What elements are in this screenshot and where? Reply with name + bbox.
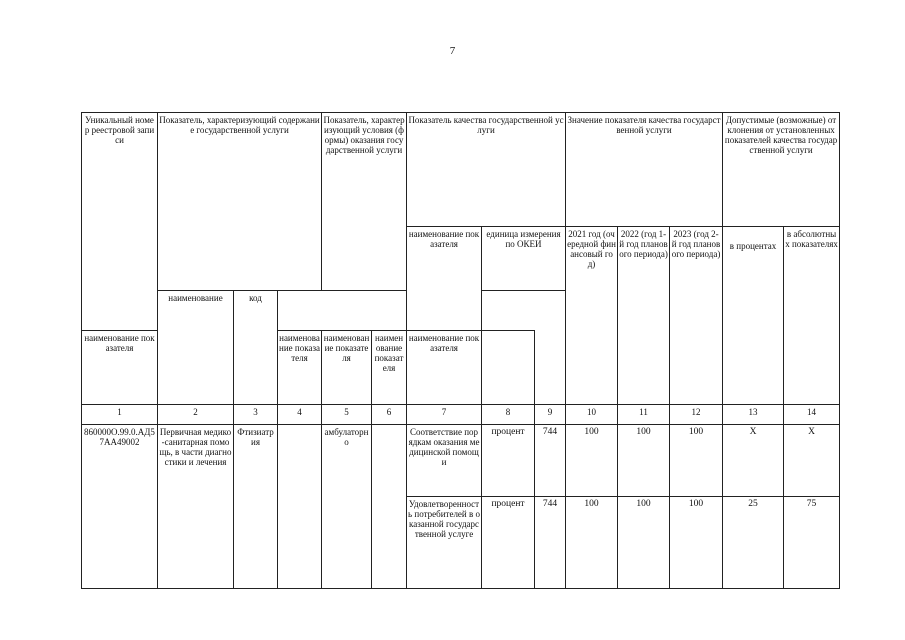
column-number: 2 bbox=[158, 405, 234, 425]
content-indicator-3 bbox=[278, 425, 322, 589]
header-quality-value: Значение показателя качества государственной услуги bbox=[566, 113, 723, 227]
header-sub-name-5: наименование показателя bbox=[372, 331, 407, 405]
column-number: 7 bbox=[407, 405, 482, 425]
header-unique-number: Уникальный номер реестровой записи bbox=[82, 113, 158, 331]
column-number: 13 bbox=[723, 405, 784, 425]
column-number: 14 bbox=[784, 405, 840, 425]
header-content-indicator: Показатель, характеризующий содержание государственной услуги bbox=[158, 113, 322, 291]
quality-code: 744 bbox=[535, 497, 566, 589]
header-sub-name-7 bbox=[482, 331, 535, 405]
quality-value-2021: 100 bbox=[566, 425, 618, 497]
header-sub-name-3: наименование показателя bbox=[322, 331, 372, 405]
header-deviations: Допустимые (возможные) отклонения от установленных показателей качества государственной услуги bbox=[723, 113, 840, 227]
column-number: 4 bbox=[278, 405, 322, 425]
table-row bbox=[82, 425, 840, 497]
deviation-absolute: 75 bbox=[784, 497, 840, 589]
content-indicator-1: Первичная медико-санитарная помощь, в части диагностики и лечения bbox=[158, 425, 234, 589]
content-indicator-2: Фтизиатрия bbox=[234, 425, 278, 589]
column-number: 10 bbox=[566, 405, 618, 425]
quality-value-2021: 100 bbox=[566, 497, 618, 589]
registry-number: 860000О.99.0.АД57АА49002 bbox=[82, 425, 158, 589]
header-okei-name: наименование bbox=[158, 291, 234, 405]
quality-value-2023: 100 bbox=[670, 425, 723, 497]
header-sub-name-6: наименование показателя bbox=[407, 331, 482, 405]
column-number: 9 bbox=[535, 405, 566, 425]
quality-indicators-table bbox=[81, 112, 840, 589]
header-year-2022: 2022 (год 1-й год планового периода) bbox=[618, 227, 670, 405]
condition-indicator-2 bbox=[372, 425, 407, 589]
header-okei-unit: единица измерения по ОКЕИ bbox=[482, 227, 566, 291]
deviation-absolute: Х bbox=[784, 425, 840, 497]
quality-value-2023: 100 bbox=[670, 497, 723, 589]
header-sub-name-2: наименование показателя bbox=[278, 331, 322, 405]
column-number: 8 bbox=[482, 405, 535, 425]
quality-code: 744 bbox=[535, 425, 566, 497]
header-year-2021: 2021 год (очередной финансовый год) bbox=[566, 227, 618, 405]
header-percent: в процентах bbox=[723, 227, 784, 405]
quality-unit: процент bbox=[482, 425, 535, 497]
quality-value-2022: 100 bbox=[618, 425, 670, 497]
quality-indicator-name: Соответствие порядкам оказания медицинской помощи bbox=[407, 425, 482, 497]
header-okei-code: код bbox=[234, 291, 278, 405]
header-quality-indicator: Показатель качества государственной услуги bbox=[407, 113, 566, 227]
header-sub-name-1: наименование показателя bbox=[82, 331, 158, 405]
deviation-percent: 25 bbox=[723, 497, 784, 589]
condition-indicator-1: амбулаторно bbox=[322, 425, 372, 589]
column-number: 12 bbox=[670, 405, 723, 425]
column-number: 11 bbox=[618, 405, 670, 425]
quality-indicator-name: Удовлетворенность потребителей в оказанной государственной услуге bbox=[407, 497, 482, 589]
header-year-2023: 2023 (год 2-й год планового периода) bbox=[670, 227, 723, 405]
header-indicator-name: наименование показателя bbox=[407, 227, 482, 331]
column-number: 3 bbox=[234, 405, 278, 425]
header-conditions-indicator: Показатель, характеризующий условия (формы) оказания государственной услуги bbox=[322, 113, 407, 291]
deviation-percent: Х bbox=[723, 425, 784, 497]
quality-unit: процент bbox=[482, 497, 535, 589]
header-absolute: в абсолютных показателях bbox=[784, 227, 840, 405]
page-number: 7 bbox=[449, 45, 456, 57]
column-number: 1 bbox=[82, 405, 158, 425]
column-number: 6 bbox=[372, 405, 407, 425]
column-number: 5 bbox=[322, 405, 372, 425]
quality-value-2022: 100 bbox=[618, 497, 670, 589]
